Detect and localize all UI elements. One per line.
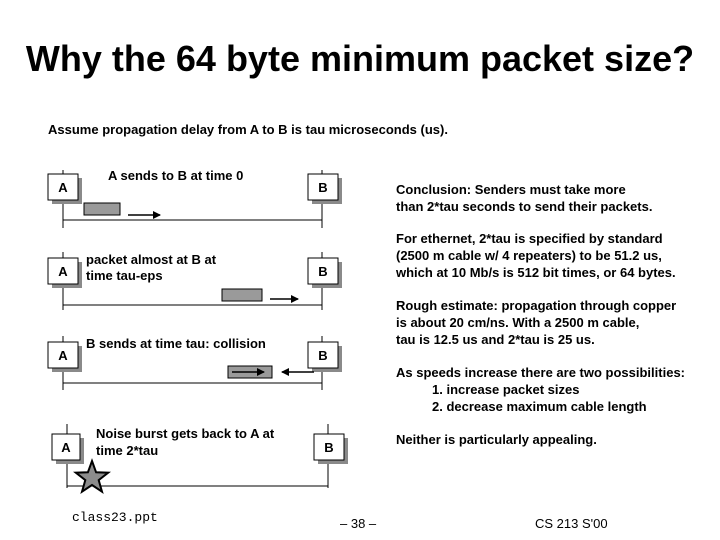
row-1 — [48, 168, 342, 228]
node-b — [308, 342, 342, 372]
note-line: 1. increase packet sizes — [432, 382, 580, 397]
node-b — [308, 174, 342, 204]
node-a-label: A — [58, 180, 68, 195]
footer-page-number: – 38 – — [340, 516, 377, 531]
note-line: which at 10 Mb/s is 512 bit times, or 64 bytes. — [396, 265, 676, 280]
note-line: As speeds increase there are two possibilities: — [396, 365, 686, 380]
caption-line: Noise burst gets back to A at — [96, 426, 275, 441]
row-caption — [96, 426, 278, 458]
node-b-label: B — [318, 348, 328, 363]
row-2 — [48, 252, 342, 310]
note-line: (2500 m cable w/ 4 repeaters) to be 51.2 us, — [396, 248, 662, 263]
note-line: tau is 12.5 us and 2*tau is 25 us. — [396, 332, 595, 347]
packet — [222, 289, 262, 301]
node-a-label: A — [58, 348, 68, 363]
note-line: Neither is particularly appealing. — [396, 432, 597, 447]
note-estimate — [396, 297, 676, 348]
footer-filename: class23.ppt — [72, 510, 158, 525]
slide-subtitle: Assume propagation delay from A to B is tau microseconds (us). — [48, 122, 448, 137]
note-line: 2. decrease maximum cable length — [432, 399, 647, 414]
caption-line: time 2*tau — [96, 443, 159, 458]
node-b — [308, 258, 342, 288]
caption-line: packet almost at B at — [86, 252, 217, 267]
node-a-label: A — [61, 440, 71, 455]
node-a — [48, 174, 82, 204]
node-b — [314, 434, 348, 464]
packet — [84, 203, 120, 215]
note-ethernet — [396, 230, 676, 281]
node-b-label: B — [318, 264, 328, 279]
node-a — [52, 434, 84, 464]
row-caption — [86, 252, 220, 283]
row-4 — [52, 424, 348, 492]
node-a-label: A — [58, 264, 68, 279]
note-conclusion — [396, 181, 652, 215]
note-speeds — [396, 364, 685, 415]
row-3 — [48, 336, 342, 390]
note-line: than 2*tau seconds to send their packets. — [396, 199, 653, 214]
note-line: Rough estimate: propagation through copper — [396, 298, 677, 313]
note-line: Conclusion: Senders must take more — [396, 182, 626, 197]
note-line: is about 20 cm/ns. With a 2500 m cable, — [396, 315, 640, 330]
caption-line: B sends at time tau: collision — [86, 336, 266, 351]
row-caption — [108, 168, 243, 183]
node-a — [48, 342, 82, 372]
slide-title: Why the 64 byte minimum packet size? — [25, 38, 695, 79]
caption-line: time tau-eps — [86, 268, 163, 283]
caption-line: A sends to B at time 0 — [108, 168, 244, 183]
footer-course: CS 213 S'00 — [535, 516, 608, 531]
node-b-label: B — [318, 180, 328, 195]
row-caption — [86, 336, 266, 351]
node-b-label: B — [324, 440, 334, 455]
note-neither — [396, 431, 597, 448]
note-line: For ethernet, 2*tau is specified by standard — [396, 231, 663, 246]
node-a — [48, 258, 82, 288]
noise-burst-star-icon — [76, 461, 108, 492]
